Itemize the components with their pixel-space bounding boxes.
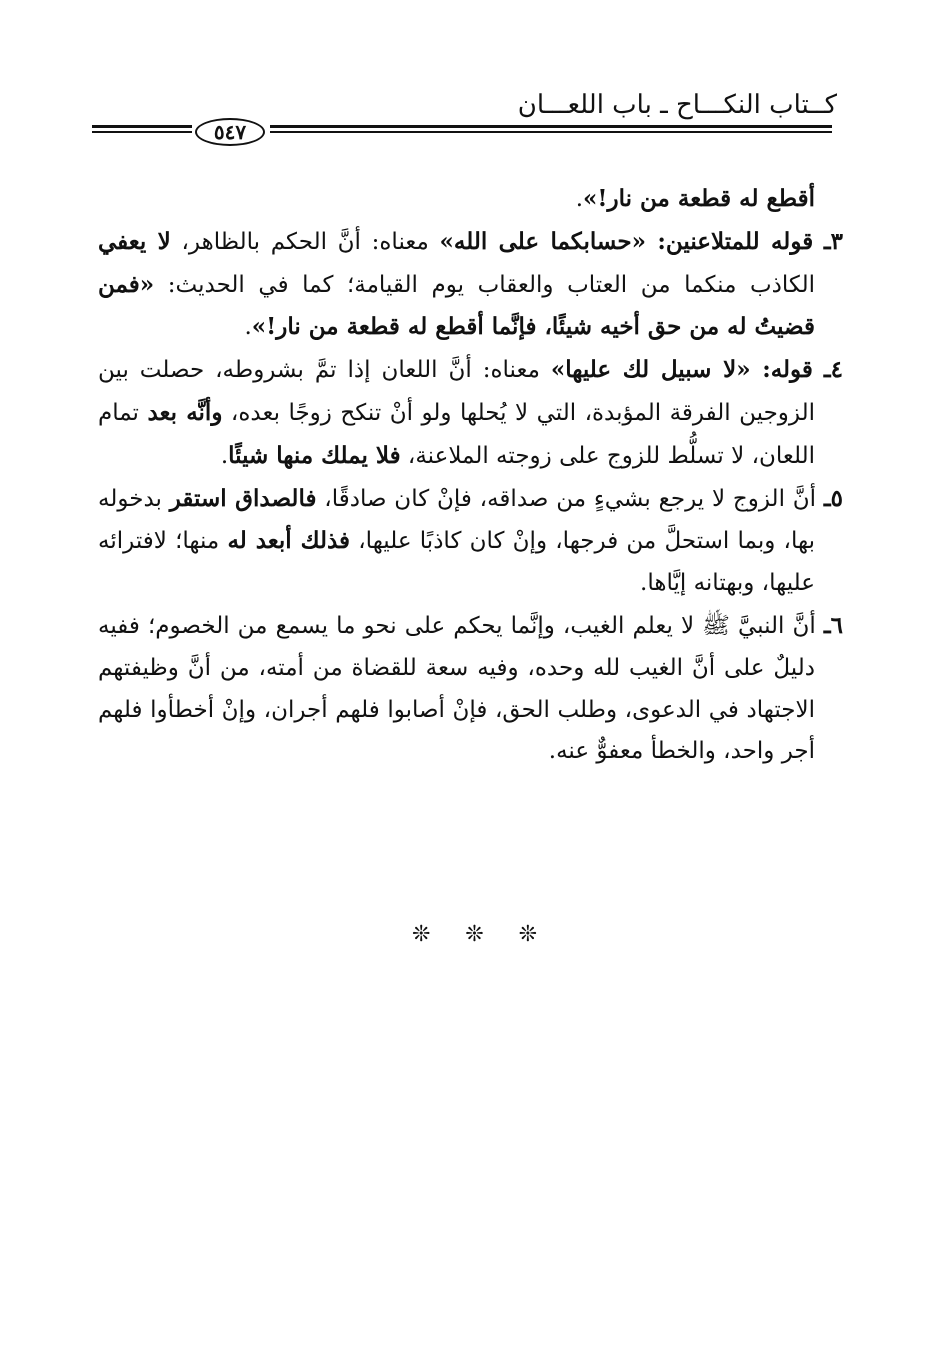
text-segment: . <box>244 314 252 341</box>
text-segment: . <box>575 186 584 212</box>
text-segment: «فمن قضيتُ له من حق أخيه شيئًا، فإنَّما أقطع له قطعة من نار!» <box>98 270 815 341</box>
text-segment: معناه: أنَّ اللعان إذا تمَّ بشروطه، حصلت بين الزوجين الفرقة المؤبدة، التي لا يُحلها ولو أنْ تنكح زوجًا بعده، <box>98 357 815 426</box>
paragraph-item-3 <box>98 221 843 349</box>
page-number: ٥٤٧ <box>195 118 265 146</box>
text-segment: معناه: أنَّ الحكم بالظاهر، <box>170 228 440 255</box>
text-segment: أقطع له قطعة من نار!» <box>583 185 815 212</box>
paragraph-item-6 <box>98 605 843 773</box>
text-segment: منها؛ لافترائه عليها، وبهتانه إيَّاها. <box>98 528 815 597</box>
item-number: ٤ـ <box>823 356 844 384</box>
paragraph-continuation <box>98 178 843 221</box>
item-number: ٥ـ <box>823 484 843 512</box>
separator-star: ❊ <box>518 922 537 947</box>
text-segment: أنَّ الزوج لا يرجع بشيءٍ من صداقه، فإنْ كان صادقًا، <box>316 485 817 512</box>
text-segment: . <box>220 442 229 469</box>
separator-star: ❊ <box>412 922 431 947</box>
section-separator <box>412 922 537 947</box>
text-segment: تمام اللعان، لا تسلُّط للزوج على زوجته الملاعنة، <box>98 399 815 469</box>
text-segment: فالصداق استقر <box>169 484 317 512</box>
text-segment: أنَّ النبيَّ ﷺ لا يعلم الغيب، وإنَّما يحكم على نحو ما يسمع من الخصوم؛ ففيه دليلٌ على أنَّ الغيب لله وحده، وفيه سعة للقضاة من أمته، من أنَّ وظيفتهم الاجتهاد في الدعوى، وطلب الحق، فإنْ أصابوا فلهم أجران، وإنْ أخطأوا فلهم أجر واحد، والخطأ معفوٌّ عنه. <box>98 612 816 765</box>
paragraph-item-4 <box>98 349 843 477</box>
item-number: ٦ـ <box>823 611 843 639</box>
item-number: ٣ـ <box>823 227 844 255</box>
text-segment: قوله للمتلاعنين: «حسابكما على الله» <box>439 227 814 255</box>
text-segment: قوله: «لا سبيل لك عليها» <box>550 356 813 384</box>
text-segment: الكاذب منكما من العتاب والعقاب يوم القيامة؛ كما في الحديث: <box>154 271 815 298</box>
text-segment: فلا يملك منها شيئًا <box>228 441 401 469</box>
text-segment: فذلك أبعد له <box>227 527 351 555</box>
text-segment: بدخوله بها، وبما استحلَّ من فرجها، وإنْ كان كاذبًا عليها، <box>98 485 815 555</box>
paragraph-item-5 <box>98 478 843 605</box>
separator-star: ❊ <box>465 922 484 947</box>
running-title: كــتاب النكـــاح ـ باب اللعـــان <box>517 90 837 120</box>
text-segment: وأنَّه بعد <box>147 398 223 426</box>
text-segment: لا يعفي <box>98 227 171 255</box>
body-text <box>98 178 843 773</box>
